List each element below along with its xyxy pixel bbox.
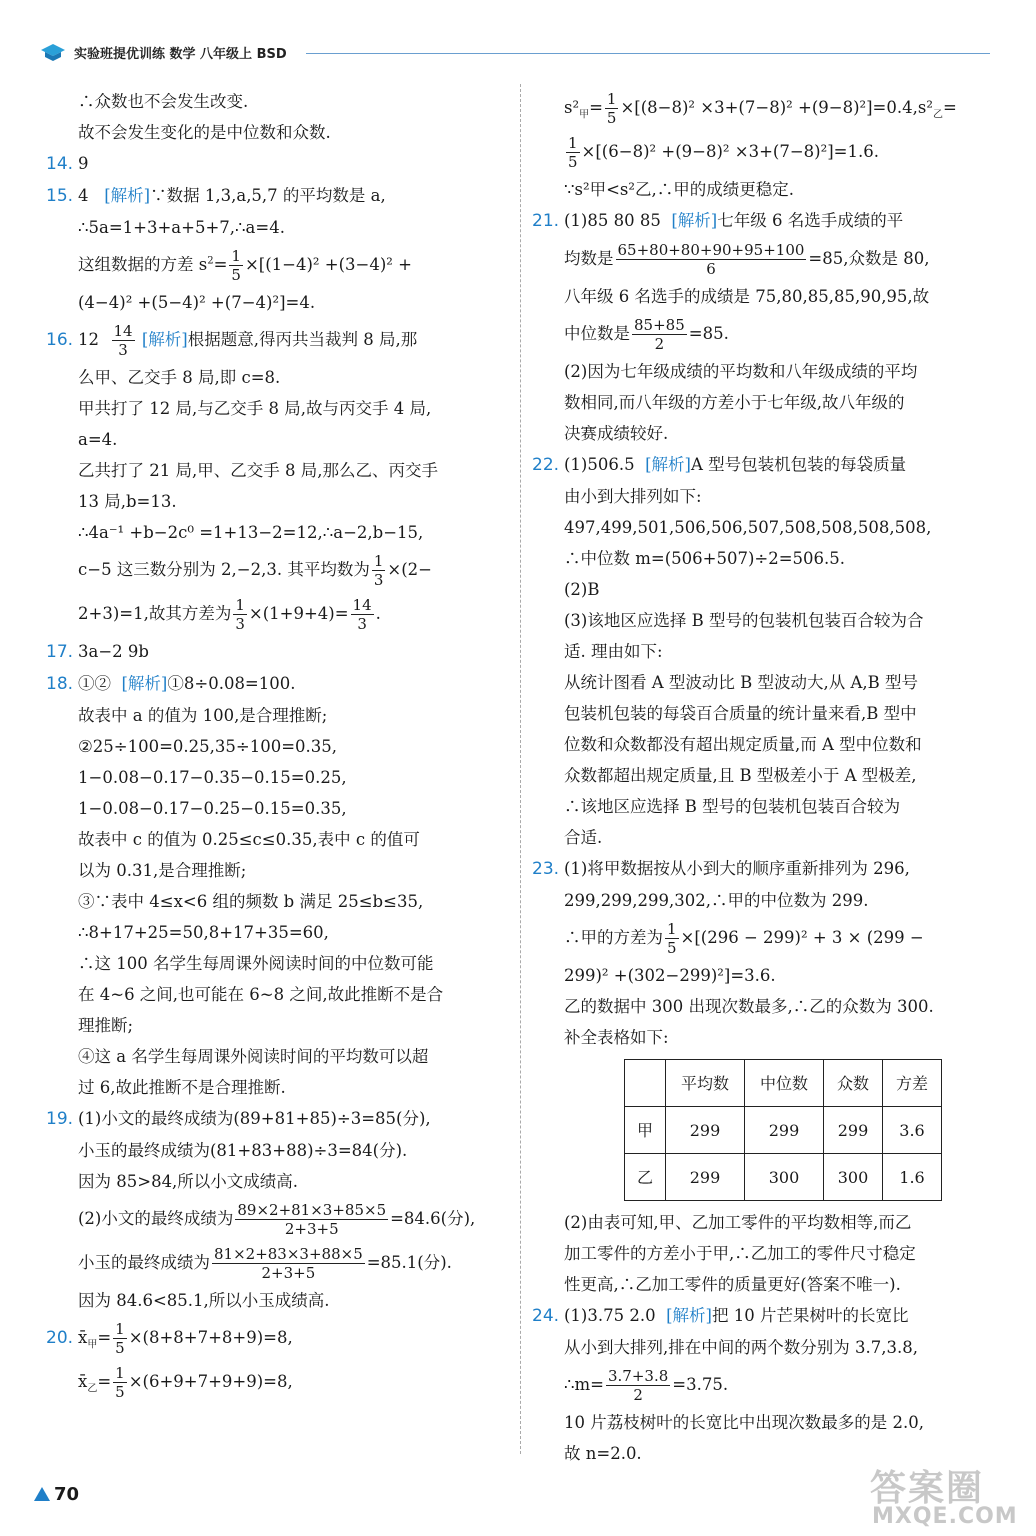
text-line: ④这 a 名学生每周课外阅读时间的平均数可以超 [78, 1047, 429, 1066]
summary-table [624, 1059, 942, 1201]
subscript: 乙 [87, 1383, 98, 1395]
numerator: 1 [231, 247, 241, 265]
text-part: = [97, 1372, 112, 1391]
subscript: 甲 [87, 1339, 98, 1351]
question-number: 14. [46, 154, 74, 174]
numerator: 1 [373, 552, 384, 570]
text-part: ×(1+9+4)= [248, 604, 349, 623]
text-part: = [589, 98, 603, 117]
text-line: 以为 0.31,是合理推断; [78, 861, 247, 880]
table-cell: 乙 [625, 1154, 666, 1201]
text-part: ×[(296 − 299)² + 3 × (299 − [680, 928, 924, 947]
analysis-tag: [解析] [645, 455, 691, 474]
text-line: 故表中 a 的值为 100,是合理推断; [78, 706, 328, 725]
text-line: 小玉的最终成绩为(81+83+88)÷3=84(分). [78, 1141, 408, 1160]
text-part: = [213, 255, 228, 274]
question-number: 20. [46, 1328, 74, 1348]
fraction [606, 1367, 670, 1404]
text-line: (4−4)² +(5−4)² +(7−4)²]=4. [78, 293, 316, 312]
text-part: ∴甲的方差为 [564, 928, 663, 947]
denominator: 5 [568, 153, 578, 171]
table-header-cell: 方差 [883, 1060, 942, 1107]
page-arrow-icon [34, 1487, 50, 1501]
question-number: 19. [46, 1109, 74, 1129]
answer-21 [532, 205, 992, 237]
table-cell: 299 [824, 1107, 883, 1154]
text-part: =85.1(分). [366, 1253, 452, 1272]
text-part: ×[(8−8)² ×3+(7−8)² +(9−8)²]=0.4,s² [620, 98, 933, 117]
numerator: 1 [568, 134, 578, 152]
answer-23 [532, 853, 992, 885]
text-line: 包装机包装的每袋百合质量的统计量来看,B 型中 [564, 704, 917, 723]
fraction [113, 1364, 127, 1401]
fraction [616, 241, 807, 278]
text-line: 数相同,而八年级的方差小于七年级,故八年级的 [564, 393, 905, 412]
text-part: c−5 这三数分别为 2,−2,3. 其平均数为 [78, 560, 370, 579]
text-line: (2)因为七年级成绩的平均数和八年级成绩的平均 [564, 362, 918, 381]
text-line: (2)由表可知,甲、乙加工零件的平均数相等,而乙 [564, 1213, 912, 1232]
numerator: 1 [235, 596, 245, 614]
text-part: s² [564, 98, 580, 117]
formula-line [532, 86, 992, 130]
fraction [665, 920, 679, 957]
column-divider [520, 84, 521, 1454]
text-line: ②25÷100=0.25,35÷100=0.35, [78, 737, 338, 756]
table-cell: 3.6 [883, 1107, 942, 1154]
watermark-line-1: 答案圈 [870, 1468, 985, 1509]
analysis-tag: [解析] [121, 674, 168, 693]
formula-line [532, 237, 992, 281]
analysis-tag: [解析] [104, 186, 151, 205]
formula-line [46, 592, 516, 636]
denominator: 5 [231, 266, 241, 284]
formula-line [532, 1363, 992, 1407]
text-line: 决赛成绩较好. [564, 424, 669, 443]
answer-text: 9 [78, 154, 89, 173]
watermark-line-2: MXQE.COM [872, 1504, 1018, 1529]
table-row [625, 1154, 942, 1201]
numerator: 1 [606, 90, 617, 108]
text-line: 根据题意,得丙共当裁判 8 局,那 [187, 330, 418, 349]
text-line: 乙的数据中 300 出现次数最多,∴乙的众数为 300. [564, 997, 934, 1016]
answer-16 [46, 318, 516, 362]
formula-line [46, 1360, 516, 1404]
question-number: 16. [46, 330, 74, 350]
question-number: 17. [46, 642, 74, 662]
text-part: ∴m= [564, 1375, 604, 1394]
text-line: 299,299,299,302,∴甲的中位数为 299. [564, 891, 869, 910]
answer-14 [46, 148, 516, 180]
analysis-tag: [解析] [666, 1306, 712, 1325]
text-line: ∵s²甲<s²乙,∴甲的成绩更稳定. [564, 180, 794, 199]
page-number-text: 70 [54, 1484, 80, 1505]
question-number: 21. [532, 211, 560, 231]
text-line: 把 10 片芒果树叶的长宽比 [711, 1306, 909, 1325]
text-line: 故不会发生变化的是中位数和众数. [78, 123, 331, 142]
right-column [532, 86, 992, 1469]
text-part: =3.75. [672, 1375, 729, 1394]
page-header [30, 40, 990, 66]
text-line: 1−0.08−0.17−0.35−0.15=0.25, [78, 768, 347, 787]
text-line: 在 4~6 之间,也可能在 6~8 之间,故此推断不是合 [78, 985, 444, 1004]
text-line: a=4. [78, 430, 118, 449]
numerator: 1 [115, 1364, 125, 1382]
text-part: = [942, 98, 957, 117]
text-line: 从小到大排列,排在中间的两个数分别为 3.7,3.8, [564, 1338, 918, 1357]
text-line: 补全表格如下: [564, 1028, 669, 1047]
text-line: ∴该地区应选择 B 型号的包装机包装百合较为 [564, 797, 901, 816]
formula-line [46, 548, 516, 592]
text-line: 因为 85>84,所以小文成绩高. [78, 1172, 299, 1191]
table-header-row [625, 1060, 942, 1107]
denominator: 3 [235, 615, 245, 633]
text-line: 加工零件的方差小于甲,∴乙加工的零件尺寸稳定 [564, 1244, 916, 1263]
denominator: 5 [115, 1383, 125, 1401]
answer-text: 12 [78, 330, 99, 349]
text-line: ∴5a=1+3+a+5+7,∴a=4. [78, 218, 285, 237]
numerator: 1 [115, 1320, 125, 1338]
analysis-tag: [解析] [141, 330, 188, 349]
text-line: (1)将甲数据按从小到大的顺序重新排列为 296, [564, 859, 910, 878]
text-part: =85. [688, 324, 729, 343]
text-line: 过 6,故此推断不是合理推断. [78, 1078, 286, 1097]
numerator: 14 [113, 322, 133, 340]
text-line: 299)² +(302−299)²]=3.6. [564, 966, 776, 985]
answer-text: (1)3.75 2.0 [564, 1306, 656, 1325]
numerator: 89×2+81×3+85×5 [237, 1201, 387, 1219]
answer-text: 4 [78, 186, 89, 205]
answer-20 [46, 1316, 516, 1360]
formula-line [532, 312, 992, 356]
denominator: 3 [373, 571, 384, 589]
answer-22 [532, 449, 992, 481]
fraction [113, 1320, 127, 1357]
text-line: ∴众数也不会发生改变. [78, 92, 249, 111]
answer-17 [46, 636, 516, 668]
answer-text: (1)85 80 85 [564, 211, 661, 230]
answer-18 [46, 668, 516, 700]
text-line: (3)该地区应选择 B 型号的包装机包装百合较为合 [564, 611, 924, 630]
answer-19 [46, 1103, 516, 1135]
question-number: 15. [46, 186, 74, 206]
text-line: ∴8+17+25=50,8+17+35=60, [78, 923, 329, 942]
question-number: 18. [46, 674, 74, 694]
answer-15 [46, 180, 516, 212]
formula-line [46, 1241, 516, 1285]
table-cell: 甲 [625, 1107, 666, 1154]
denominator: 3 [118, 341, 128, 359]
text-part: ×(2− [387, 560, 432, 579]
text-line: (1)小文的最终成绩为(89+81+85)÷3=85(分), [78, 1109, 431, 1128]
left-column [46, 86, 516, 1404]
text-line: 故 n=2.0. [564, 1444, 642, 1463]
numerator: 14 [352, 596, 372, 614]
page-number [34, 1484, 79, 1505]
text-line: 位数和众数都没有超出规定质量,而 A 型中位数和 [564, 735, 922, 754]
watermark [850, 1460, 1030, 1532]
denominator: 2 [633, 1386, 643, 1404]
fraction [351, 596, 374, 633]
text-part: . [375, 604, 381, 623]
text-line: 1−0.08−0.17−0.25−0.15=0.35, [78, 799, 347, 818]
text-line: 理推断; [78, 1016, 134, 1035]
numerator: 65+80+80+90+95+100 [617, 241, 805, 259]
text-line: 甲共打了 12 局,与乙交手 8 局,故与丙交手 4 局, [78, 399, 432, 418]
text-line: 从统计图看 A 型波动比 B 型波动大,从 A,B 型号 [564, 673, 919, 692]
text-line: 乙共打了 21 局,甲、乙交手 8 局,那么乙、丙交手 [78, 461, 438, 480]
text-line: ∴这 100 名学生每周课外阅读时间的中位数可能 [78, 954, 434, 973]
denominator: 3 [357, 615, 367, 633]
superscript: 2 [207, 255, 214, 267]
text-part: =84.6(分), [390, 1209, 476, 1228]
formula-line [46, 243, 516, 287]
text-line: 七年级 6 名选手成绩的平 [717, 211, 904, 230]
table-cell: 1.6 [883, 1154, 942, 1201]
answer-text: ①② [78, 674, 111, 693]
text-part: 2+3)=1,故其方差为 [78, 604, 232, 623]
subscript: 甲 [579, 109, 590, 121]
text-part: (2)小文的最终成绩为 [78, 1209, 234, 1228]
text-line: 因为 84.6<85.1,所以小玉成绩高. [78, 1291, 330, 1310]
numerator: 1 [667, 920, 677, 938]
text-line: 众数都超出规定质量,且 B 型极差小于 A 型极差, [564, 766, 917, 785]
text-part: ×(8+8+7+8+9)=8, [128, 1328, 293, 1347]
table-cell: 299 [745, 1107, 824, 1154]
text-line: ∴4a⁻¹ +b−2c⁰ =1+13−2=12,∴a−2,b−15, [78, 523, 424, 542]
text-part: 小玉的最终成绩为 [78, 1253, 210, 1272]
table-cell: 300 [745, 1154, 824, 1201]
fraction [233, 596, 247, 633]
fraction [566, 134, 580, 171]
denominator: 2+3+5 [261, 1264, 316, 1282]
table-cell: 299 [666, 1154, 745, 1201]
answer-24 [532, 1300, 992, 1332]
header-title: 实验班提优训练 数学 八年级上 BSD [74, 47, 287, 62]
text-line: ①8÷0.08=100. [167, 674, 296, 693]
fraction [229, 247, 243, 284]
text-line: 性更高,∴乙加工零件的质量更好(答案不唯一). [564, 1275, 901, 1294]
text-part: =85,众数是 80, [808, 249, 930, 268]
numerator: 85+85 [634, 316, 685, 334]
text-line: 497,499,501,506,506,507,508,508,508,508, [564, 518, 932, 537]
numerator: 81×2+83×3+88×5 [214, 1245, 363, 1263]
question-number: 23. [532, 859, 560, 879]
text-line: (2)B [564, 580, 600, 599]
numerator: 3.7+3.8 [607, 1367, 669, 1385]
denominator: 6 [706, 260, 716, 278]
denominator: 2 [654, 335, 665, 353]
book-logo-icon [40, 42, 66, 62]
text-part: 均数是 [564, 249, 614, 268]
text-line: ∴中位数 m=(506+507)÷2=506.5. [564, 549, 846, 568]
denominator: 5 [667, 939, 677, 957]
table-cell: 299 [666, 1107, 745, 1154]
analysis-tag: [解析] [671, 211, 718, 230]
table-cell: 300 [824, 1154, 883, 1201]
answer-text: (1)506.5 [564, 455, 635, 474]
text-line: 13 局,b=13. [78, 492, 177, 511]
formula-line [532, 916, 992, 960]
fraction [112, 322, 135, 359]
text-part: 这组数据的方差 s [78, 255, 208, 274]
text-line: 合适. [564, 828, 603, 847]
text-line: 故表中 c 的值为 0.25≤c≤0.35,表中 c 的值可 [78, 830, 420, 849]
formula-line [532, 130, 992, 174]
text-part: = [97, 1328, 112, 1347]
table-row [625, 1107, 942, 1154]
table-header-cell: 平均数 [666, 1060, 745, 1107]
text-line: ③∵表中 4≤x<6 组的频数 b 满足 25≤b≤35, [78, 892, 424, 911]
answer-text: 3a−2 9b [78, 642, 149, 661]
question-number: 22. [532, 455, 560, 475]
text-line: A 型号包装机包装的每袋质量 [690, 455, 907, 474]
text-line: 么甲、乙交手 8 局,即 c=8. [78, 368, 281, 387]
text-part: x̄ [78, 1372, 88, 1391]
text-part: 中位数是 [564, 324, 630, 343]
denominator: 5 [606, 109, 617, 127]
text-line: 10 片荔枝树叶的长宽比中出现次数最多的是 2.0, [564, 1413, 924, 1432]
text-part: ×(6+9+7+9+9)=8, [128, 1372, 293, 1391]
fraction [372, 552, 386, 589]
text-line: ∵数据 1,3,a,5,7 的平均数是 a, [150, 186, 386, 205]
text-part: ×[(6−8)² +(9−8)² ×3+(7−8)²]=1.6. [581, 142, 879, 161]
text-part: x̄ [78, 1328, 88, 1347]
header-rule [306, 53, 990, 54]
text-line: 由小到大排列如下: [564, 487, 702, 506]
fraction [235, 1201, 388, 1238]
formula-line [46, 1197, 516, 1241]
fraction [212, 1245, 365, 1282]
subscript: 乙 [932, 109, 943, 121]
question-number: 24. [532, 1306, 560, 1326]
fraction [605, 90, 619, 127]
text-line: 适. 理由如下: [564, 642, 663, 661]
table-header-cell: 中位数 [745, 1060, 824, 1107]
text-part: ×[(1−4)² +(3−4)² + [244, 255, 412, 274]
denominator: 5 [115, 1339, 125, 1357]
table-header-cell: 众数 [824, 1060, 883, 1107]
denominator: 2+3+5 [284, 1220, 339, 1238]
fraction [632, 316, 687, 353]
table-header-cell [625, 1060, 666, 1107]
text-line: 八年级 6 名选手的成绩是 75,80,85,85,90,95,故 [564, 287, 930, 306]
